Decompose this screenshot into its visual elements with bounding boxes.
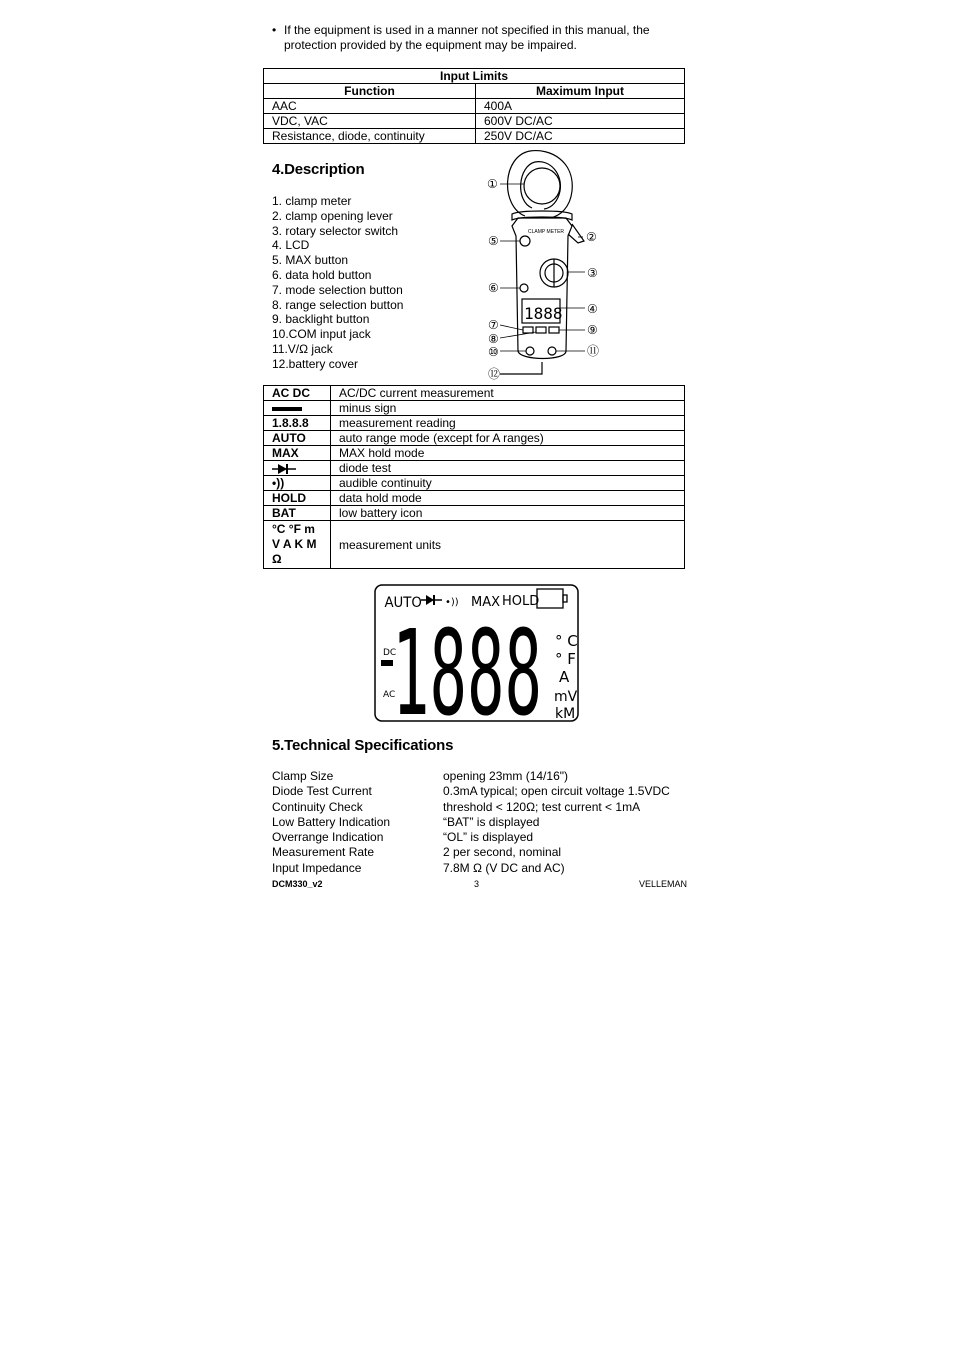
description-list xyxy=(272,194,403,372)
lcd-amp: A xyxy=(559,668,570,686)
units-line: °C °F m xyxy=(272,522,315,536)
lcd-deg-c: ° C xyxy=(555,632,578,650)
spec-value: opening 23mm (14/16") xyxy=(443,769,568,783)
table-row xyxy=(264,416,685,431)
callout-9: ⑨ xyxy=(587,323,598,337)
meter-brand-label: CLAMP METER xyxy=(528,229,565,235)
callout-3: ③ xyxy=(587,266,598,280)
input-limits-table xyxy=(263,68,685,144)
cell-max-input: 250V DC/AC xyxy=(476,129,685,144)
lcd-max: MAX xyxy=(471,595,501,610)
footer-page-number: 3 xyxy=(474,879,480,889)
symbol-desc: audible continuity xyxy=(331,476,685,491)
symbol-desc: data hold mode xyxy=(331,491,685,506)
list-item: 7. mode selection button xyxy=(272,282,403,297)
table-row xyxy=(264,401,685,416)
spec-label: Overrange Indication xyxy=(272,830,384,845)
units-line: Ω xyxy=(272,552,282,566)
callout-2: ② xyxy=(586,230,597,244)
spec-label: Diode Test Current xyxy=(272,784,372,799)
tech-specs-list xyxy=(272,769,670,876)
meter-lcd-digits: 1888 xyxy=(524,304,563,323)
list-item: 4. LCD xyxy=(272,238,310,253)
symbol-cell: AC DC xyxy=(264,386,331,401)
symbol-desc: MAX hold mode xyxy=(331,446,685,461)
symbol-desc: diode test xyxy=(331,461,685,476)
spec-label: Measurement Rate xyxy=(272,845,375,860)
callout-7: ⑦ xyxy=(488,318,499,332)
lcd-ac: AC xyxy=(383,690,396,700)
symbol-desc: minus sign xyxy=(331,401,685,416)
lcd-deg-f: ° F xyxy=(555,650,576,668)
callout-1: ① xyxy=(487,177,498,191)
list-item: 2. clamp opening lever xyxy=(272,208,393,223)
spec-value: 2 per second, nominal xyxy=(443,845,562,860)
col-header-function: Function xyxy=(264,84,476,99)
symbols-table xyxy=(263,385,685,569)
table-row xyxy=(264,461,685,476)
spec-value: “BAT” is displayed xyxy=(443,814,540,829)
col-header-max-input: Maximum Input xyxy=(476,84,685,99)
callout-10: ⑩ xyxy=(488,345,499,359)
lcd-hold: HOLD xyxy=(502,594,540,609)
list-item: 12.battery cover xyxy=(272,356,359,371)
spec-value: threshold < 120Ω; test current < 1mA xyxy=(443,799,641,814)
table-row xyxy=(264,114,685,129)
table-row xyxy=(264,506,685,521)
symbol-desc: low battery icon xyxy=(331,506,685,521)
bullet-icon: • xyxy=(272,23,277,37)
spec-row xyxy=(272,769,670,784)
callout-6: ⑥ xyxy=(488,281,499,295)
callout-5: ⑤ xyxy=(488,234,499,248)
cell-function: AAC xyxy=(264,99,476,114)
callout-12: ⑫ xyxy=(488,367,501,381)
spec-label: Input Impedance xyxy=(272,860,362,875)
lcd-mv: mV xyxy=(554,689,578,705)
symbol-desc: measurement reading xyxy=(331,416,685,431)
footer-model: DCM330_v2 xyxy=(272,879,323,889)
continuity-icon: •)) xyxy=(264,476,331,491)
lcd-dc: DC xyxy=(383,648,397,658)
list-item: 9. backlight button xyxy=(272,312,370,327)
units-line: V A K M xyxy=(272,537,317,551)
cell-max-input: 400A xyxy=(476,99,685,114)
spec-row xyxy=(272,784,670,799)
list-item: 1. clamp meter xyxy=(272,194,352,208)
spec-value: 0.3mA typical; open circuit voltage 1.5VDC xyxy=(443,784,670,799)
symbol-cell: 1.8.8.8 xyxy=(264,416,331,431)
footer-brand: VELLEMAN xyxy=(639,879,688,889)
symbol-cell xyxy=(264,521,331,569)
symbol-cell xyxy=(264,461,331,476)
symbol-cell: AUTO xyxy=(264,431,331,446)
symbol-desc: measurement units xyxy=(331,521,685,569)
table-row xyxy=(264,521,685,569)
symbol-desc: auto range mode (except for A ranges) xyxy=(331,431,685,446)
clamp-meter-figure xyxy=(480,146,610,382)
symbol-cell: HOLD xyxy=(264,491,331,506)
spec-row xyxy=(272,800,670,815)
section-heading-tech-specs: 5.Technical Specifications xyxy=(272,737,454,754)
spec-value: 7.8M Ω (V DC and AC) xyxy=(443,860,565,875)
spec-label: Low Battery Indication xyxy=(272,814,391,829)
input-limits-title: Input Limits xyxy=(264,69,685,84)
table-row xyxy=(264,431,685,446)
symbol-desc: AC/DC current measurement xyxy=(331,386,685,401)
safety-note xyxy=(272,23,692,53)
cell-function: VDC, VAC xyxy=(264,114,476,129)
section-heading-description: 4.Description xyxy=(272,161,365,178)
callout-11: ⑪ xyxy=(587,344,600,358)
cell-max-input: 600V DC/AC xyxy=(476,114,685,129)
diode-icon xyxy=(272,463,296,475)
list-item: 6. data hold button xyxy=(272,267,372,282)
lcd-digits: 1888 xyxy=(392,604,542,723)
spec-value: “OL” is displayed xyxy=(443,830,534,845)
table-row xyxy=(264,99,685,114)
lcd-auto: AUTO xyxy=(384,594,422,612)
table-row xyxy=(264,476,685,491)
list-item: 3. rotary selector switch xyxy=(272,223,399,238)
symbol-cell: MAX xyxy=(264,446,331,461)
table-row xyxy=(264,446,685,461)
list-item: 11.V/Ω jack xyxy=(272,341,333,356)
list-item: 5. MAX button xyxy=(272,253,349,268)
spec-label: Clamp Size xyxy=(272,769,334,783)
spec-row xyxy=(272,845,670,860)
spec-row xyxy=(272,861,670,876)
list-item: 10.COM input jack xyxy=(272,327,371,342)
minus-bar-icon xyxy=(272,407,302,411)
table-row xyxy=(264,386,685,401)
spec-row xyxy=(272,815,670,830)
safety-note-text: If the equipment is used in a manner not specified in this manual, the protection provided by the equipment may be impaired. xyxy=(284,23,650,52)
callout-8: ⑧ xyxy=(488,332,499,346)
lcd-km: kM xyxy=(555,706,576,722)
list-item: 8. range selection button xyxy=(272,297,404,312)
cell-function: Resistance, diode, continuity xyxy=(264,129,476,144)
spec-row xyxy=(272,830,670,845)
lcd-illustration xyxy=(374,584,580,723)
symbol-cell xyxy=(264,401,331,416)
callout-4: ④ xyxy=(587,302,598,316)
lcd-continuity-icon: •)) xyxy=(445,597,459,608)
table-row xyxy=(264,491,685,506)
table-row xyxy=(264,129,685,144)
symbol-cell: BAT xyxy=(264,506,331,521)
spec-label: Continuity Check xyxy=(272,799,363,814)
